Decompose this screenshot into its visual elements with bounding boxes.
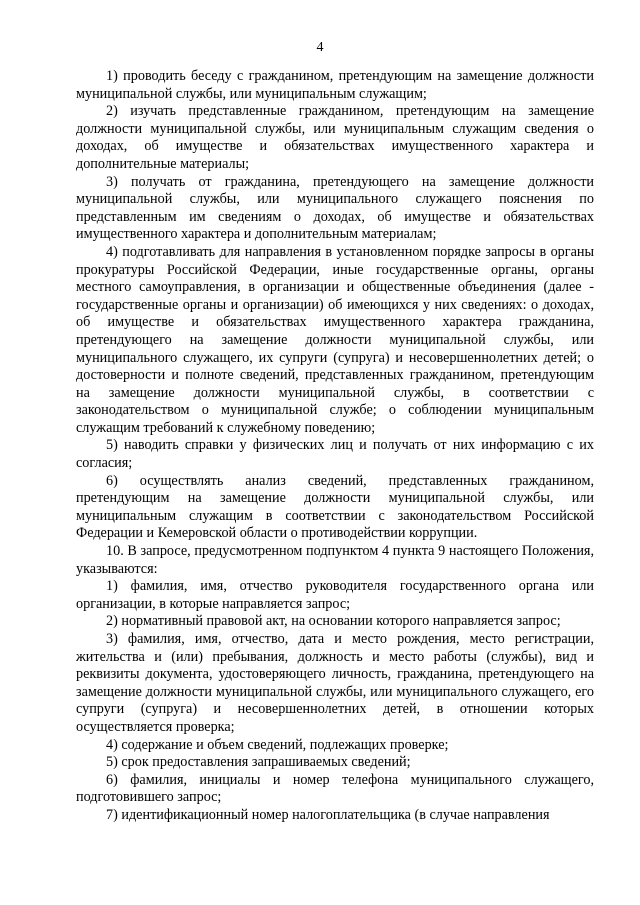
- paragraph: 6) фамилия, инициалы и номер телефона муниципального служащего, подготовившего запрос;: [76, 771, 594, 806]
- paragraph: 6) осуществлять анализ сведений, представленных гражданином, претендующим на замещение должности муниципальной службы, или муниципальным служащим в соответствии с законодательством Российской Федерации и Кемеровской области о противодействии коррупции.: [76, 472, 594, 542]
- paragraph: 5) наводить справки у физических лиц и получать от них информацию с их согласия;: [76, 437, 594, 472]
- paragraph: 3) получать от гражданина, претендующего на замещение должности муниципальной службы, или муниципального служащего пояснения по представленным им сведениям о доходах, об имуществе и обязательствах имущественного характера и дополнительным материалам;: [76, 173, 594, 243]
- paragraph: 1) фамилия, имя, отчество руководителя государственного органа или организации, в которые направляется запрос;: [76, 578, 594, 612]
- paragraph: 5) срок предоставления запрашиваемых сведений;: [106, 754, 411, 771]
- paragraph: 4) содержание и объем сведений, подлежащих проверке;: [106, 736, 449, 753]
- document-body: [76, 68, 594, 825]
- paragraph: 4) подготавливать для направления в установленном порядке запросы в органы прокуратуры Российской Федерации, иные государственные органы, органы местного самоуправления, в организации и общественные объединения (далее - государственные органы и организации) об имеющихся у них сведениях: о доходах, об имуществе и обязательствах имущественного характера гражданина, претендующего на замещение должности муниципальной службы, или муниципального служащего, их супруги (супруга) и несовершеннолетних детей; о достоверности и полноте сведений, представленных гражданином, претендующим на замещение должности муниципальной службы, в соответствии с законодательством о муниципальной службе; о соблюдении муниципальным служащим требований к служебному поведению;: [76, 243, 594, 436]
- paragraph: 7) идентификационный номер налогоплательщика (в случае направления: [106, 806, 550, 823]
- paragraph: 10. В запросе, предусмотренном подпунктом 4 пункта 9 настоящего Положения, указываются:: [76, 543, 594, 577]
- paragraph: 1) проводить беседу с гражданином, претендующим на замещение должности муниципальной службы, или муниципальным служащим;: [76, 68, 594, 102]
- page-number: 4: [316, 40, 324, 55]
- paragraph: 3) фамилия, имя, отчество, дата и место рождения, место регистрации, жительства и (или) пребывания, должность и место работы (службы), вид и реквизиты документа, удостоверяющего личность, гражданина, претендующего на замещение должности муниципальной службы, или муниципального служащего, его супруги (супруга) и несовершеннолетних детей, в отношении которых осуществляется проверка;: [76, 631, 594, 735]
- paragraph: 2) нормативный правовой акт, на основании которого направляется запрос;: [106, 613, 561, 630]
- paragraph: 2) изучать представленные гражданином, претендующим на замещение должности муниципальной службы, или муниципальным служащим сведения о доходах, об имуществе и обязательствах имущественного характера и дополнительные материалы;: [76, 103, 594, 172]
